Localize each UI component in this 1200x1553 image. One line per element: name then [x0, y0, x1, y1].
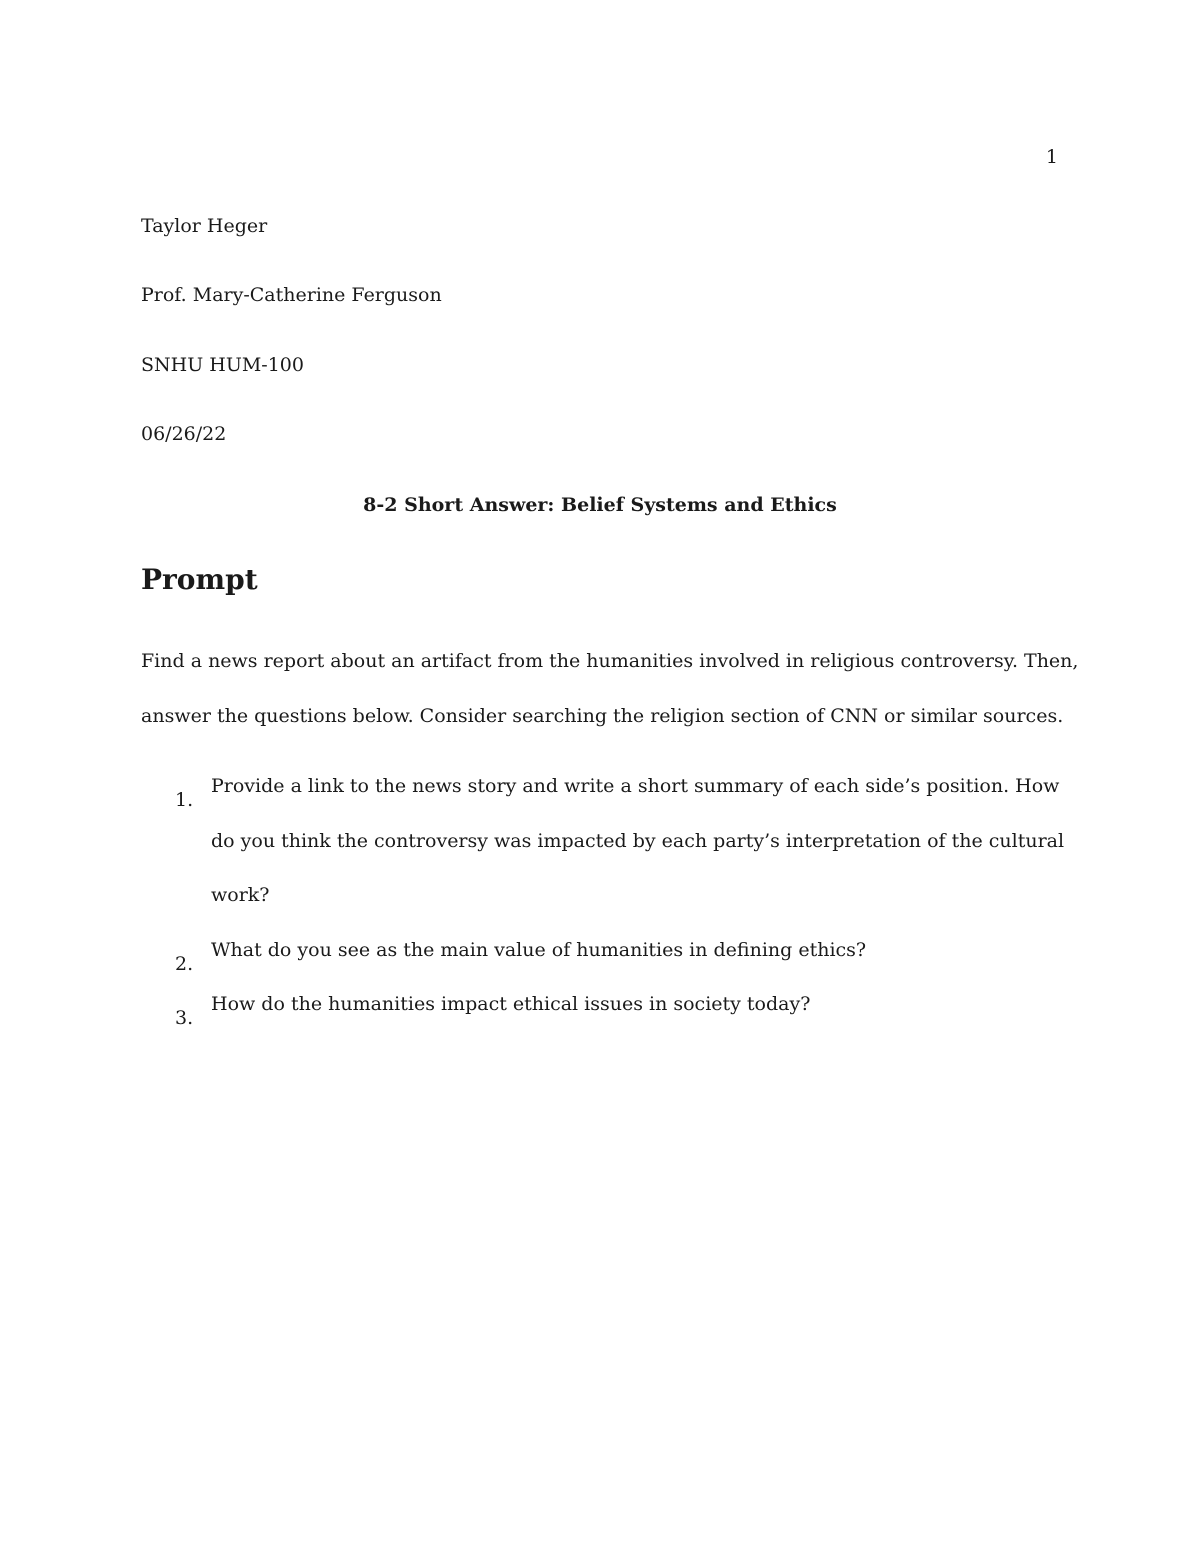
paragraph-line: Find a news report about an artifact from the humanities involved in religious controversy. Then,	[141, 650, 1079, 672]
course-name: SNHU HUM-100	[141, 354, 304, 376]
section-heading: Prompt	[141, 563, 258, 596]
question-line: do you think the controversy was impacted by each party’s interpretation of the cultural	[211, 829, 1065, 852]
professor-name: Prof. Mary-Catherine Ferguson	[141, 284, 442, 306]
question-list	[141, 773, 1065, 1046]
question-item-2	[141, 937, 1061, 992]
page-number: 1	[1045, 146, 1058, 168]
question-line: What do you see as the main value of humanities in defining ethics?	[211, 938, 867, 961]
date: 06/26/22	[141, 423, 227, 445]
author-name: Taylor Heger	[141, 215, 268, 237]
question-line: work?	[211, 884, 270, 906]
question-number: 2.	[175, 952, 194, 975]
question-item-1	[141, 773, 1065, 937]
document-title: 8-2 Short Answer: Belief Systems and Ethics	[363, 494, 837, 516]
question-item-3	[141, 991, 1061, 1046]
question-number: 3.	[175, 1007, 194, 1029]
question-number: 1.	[175, 789, 194, 811]
paragraph-line: answer the questions below. Consider searching the religion section of CNN or similar sources.	[141, 705, 1064, 727]
question-line: How do the humanities impact ethical issues in society today?	[211, 993, 811, 1015]
question-line: Provide a link to the news story and write a short summary of each side’s position. How	[211, 775, 1060, 797]
